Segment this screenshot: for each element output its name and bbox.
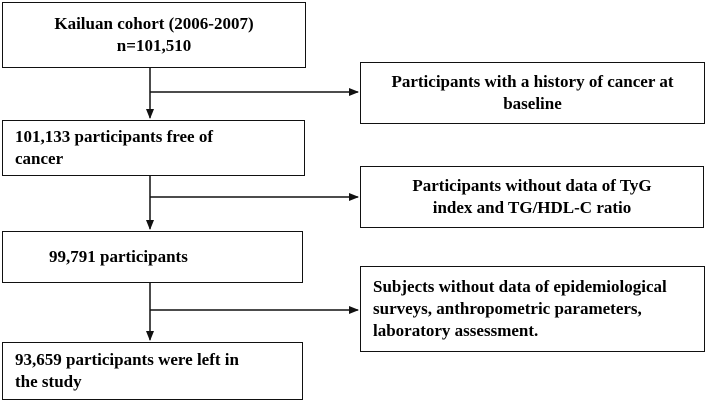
participants-line-1: 99,791 participants bbox=[49, 247, 188, 266]
cancer-free-line-1: 101,133 participants free of bbox=[15, 127, 213, 146]
cohort-line-1: Kailuan cohort (2006-2007) bbox=[54, 14, 254, 33]
cancer-free-box bbox=[2, 120, 305, 176]
final-cohort-line-1: 93,659 participants were left in bbox=[15, 350, 239, 369]
exclusion-box-missing-surveys bbox=[360, 266, 705, 352]
exclusion-3-line-1: Subjects without data of epidemiological bbox=[373, 277, 667, 296]
exclusion-2-line-1: Participants without data of TyG bbox=[412, 176, 652, 195]
final-cohort-line-2: the study bbox=[15, 372, 82, 391]
participants-box bbox=[2, 231, 303, 283]
exclusion-box-tyg-data bbox=[360, 166, 704, 228]
exclusion-2-line-2: index and TG/HDL-C ratio bbox=[432, 198, 632, 217]
exclusion-1-line-1: Participants with a history of cancer at bbox=[391, 72, 674, 91]
cohort-box bbox=[2, 2, 306, 68]
exclusion-box-cancer-history bbox=[360, 62, 705, 124]
exclusion-3-line-3: laboratory assessment. bbox=[373, 321, 539, 340]
cohort-line-2: n=101,510 bbox=[116, 36, 192, 55]
exclusion-1-line-2: baseline bbox=[503, 94, 562, 113]
cancer-free-line-2: cancer bbox=[15, 149, 64, 168]
final-cohort-box bbox=[2, 342, 303, 400]
exclusion-3-line-2: surveys, anthropometric parameters, bbox=[373, 299, 642, 318]
